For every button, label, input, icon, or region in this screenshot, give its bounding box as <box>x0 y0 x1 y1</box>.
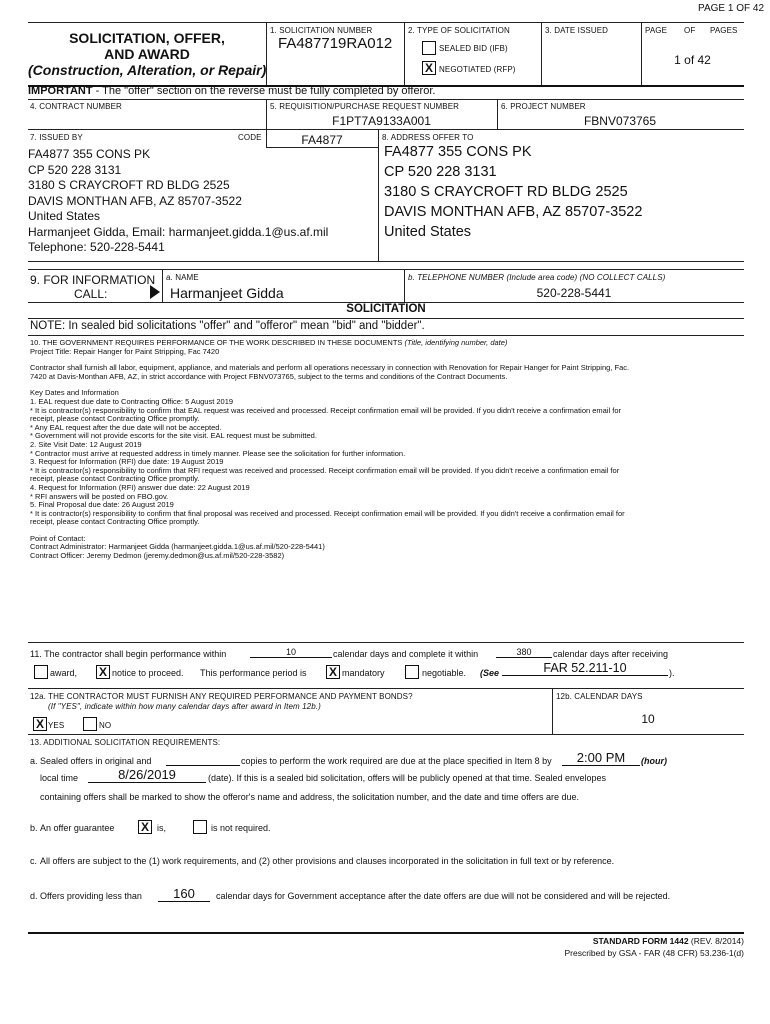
due-date-field[interactable]: 8/26/2019 <box>88 767 206 783</box>
info-phone-value: 520-228-5441 <box>536 286 612 300</box>
award-label: award, <box>50 668 78 678</box>
notice-to-proceed-label: notice to proceed. <box>112 668 184 678</box>
page-count-value: 1 of 42 <box>674 53 711 67</box>
item12b-label: 12b. CALENDAR DAYS <box>556 692 643 701</box>
guarantee-not-checkbox[interactable] <box>193 820 207 834</box>
item13d-text-2: calendar days for Government acceptance after the date offers are due will not be considered and will be rejected. <box>216 891 671 901</box>
item11-text-3: calendar days after receiving <box>553 649 669 659</box>
page-label: PAGE 1 OF 42 <box>698 3 764 14</box>
item13b-text: An offer guarantee <box>40 823 115 833</box>
award-checkbox[interactable] <box>34 665 48 679</box>
item13a-text-1: Sealed offers in original and <box>40 756 152 766</box>
item13d-text-1: Offers providing less than <box>40 891 142 901</box>
mandatory-checkbox[interactable]: X <box>326 665 340 679</box>
item12a-sub: (If "YES", indicate within how many calendar days after award in Item 12b.) <box>48 702 321 711</box>
form-title: SOLICITATION, OFFER, AND AWARD (Construction, Alteration, or Repair) <box>28 30 267 78</box>
guarantee-is-label: is, <box>157 823 166 833</box>
info-name-label: a. NAME <box>166 273 199 282</box>
type-of-solicitation-label: 2. TYPE OF SOLICITATION <box>408 26 510 35</box>
info-phone-label: b. TELEPHONE NUMBER (Include area code) (NO COLLECT CALLS) <box>408 273 666 282</box>
issued-by-label: 7. ISSUED BY <box>30 133 83 142</box>
contract-number-label: 4. CONTRACT NUMBER <box>30 102 122 111</box>
item13-label: 13. ADDITIONAL SOLICITATION REQUIREMENTS: <box>30 738 221 747</box>
address-offer-to-label: 8. ADDRESS OFFER TO <box>382 133 474 142</box>
copies-field[interactable] <box>166 755 240 766</box>
item11-text-2: calendar days and complete it within <box>333 649 479 659</box>
solicitation-number-value: FA487719RA012 <box>278 35 393 52</box>
guarantee-is-checkbox[interactable]: X <box>138 820 152 834</box>
item13a-text-5: containing offers shall be marked to show the offeror's name and address, the solicitation number, and the date and time offers are due. <box>40 792 580 802</box>
of-label-small: OF <box>684 26 696 35</box>
bonds-yes-label: YES <box>48 721 65 730</box>
project-number-value: FBNV073765 <box>583 114 657 128</box>
item11-complete-days[interactable]: 380 <box>496 647 552 658</box>
address-offer-to: FA4877 355 CONS PK CP 520 228 3131 3180 S CRAYCROFT RD BLDG 2525 DAVIS MONTHAN AFB, AZ 85707-3522 United States <box>384 144 643 240</box>
form-number: STANDARD FORM 1442 (REV. 8/2014) <box>592 936 744 946</box>
item13a-text-4: (date). If this is a sealed bid solicitation, offers will be publicly opened at that time. Sealed envelopes <box>208 773 607 783</box>
item13a-text-2: copies to perform the work required are due at the place specified in Item 8 by <box>241 756 552 766</box>
pages-label-small: PAGES <box>710 26 738 35</box>
project-number-label: 6. PROJECT NUMBER <box>501 102 586 111</box>
item13a-text-3: local time <box>40 773 79 783</box>
negotiated-label: NEGOTIATED (RFP) <box>439 65 516 74</box>
solicitation-header: SOLICITATION <box>346 303 426 315</box>
info-call-label-2: CALL: <box>74 287 108 301</box>
requisition-value: F1PT7A9133A001 <box>332 114 431 128</box>
item13c-prefix: c. <box>30 856 38 866</box>
guarantee-not-label: is not required. <box>211 823 271 833</box>
see-close: ). <box>669 668 675 678</box>
notice-to-proceed-checkbox[interactable]: X <box>96 665 110 679</box>
negotiable-checkbox[interactable] <box>405 665 419 679</box>
issued-by-code: FA4877 <box>301 133 343 147</box>
important-notice: IMPORTANT - The "offer" section on the reverse must be fully completed by offeror. <box>28 85 436 97</box>
item13d-prefix: d. <box>30 891 38 901</box>
page-label-small: PAGE <box>645 26 668 35</box>
item12a-label: 12a. THE CONTRACTOR MUST FURNISH ANY REQUIRED PERFORMANCE AND PAYMENT BONDS? <box>30 692 413 701</box>
negotiable-label: negotiable. <box>422 668 467 678</box>
sealed-bid-label: SEALED BID (IFB) <box>439 44 508 53</box>
far-reference[interactable]: FAR 52.211-10 <box>502 661 668 676</box>
info-name-value: Harmanjeet Gidda <box>170 285 284 301</box>
item13a-prefix: a. <box>30 756 38 766</box>
date-issued-label: 3. DATE ISSUED <box>545 26 609 35</box>
sealed-bid-note: NOTE: In sealed bid solicitations "offer" and "offeror" mean "bid" and "bidder". <box>30 320 425 332</box>
item13c-text: All offers are subject to the (1) work requirements, and (2) other provisions and clauses incorporated in the solicitation in full text or by reference. <box>40 856 615 866</box>
requisition-label: 5. REQUISITION/PURCHASE REQUEST NUMBER <box>270 102 460 111</box>
code-label: CODE <box>238 133 262 142</box>
hour-label: (hour) <box>641 756 667 766</box>
performance-period-label: This performance period is <box>200 668 307 678</box>
due-time-field[interactable]: 2:00 PM <box>562 750 640 766</box>
item13b-prefix: b. <box>30 823 38 833</box>
bonds-no-checkbox[interactable] <box>83 717 97 731</box>
info-call-label-1: 9. FOR INFORMATION <box>30 273 156 287</box>
item11-start-days[interactable]: 10 <box>250 647 332 658</box>
negotiated-checkbox[interactable]: X <box>422 61 436 75</box>
issued-by-address: FA4877 355 CONS PK CP 520 228 3131 3180 S CRAYCROFT RD BLDG 2525 DAVIS MONTHAN AFB, AZ 85707-3522 United States Harmanjeet Gidda, Email: harmanjeet.gidda.1@us.af.mil Telephone: 520-228-5441 <box>28 147 329 254</box>
bonds-no-label: NO <box>99 721 112 730</box>
solicitation-number-label: 1. SOLICITATION NUMBER <box>270 26 373 35</box>
acceptance-days-field[interactable]: 160 <box>158 886 210 902</box>
bonds-yes-checkbox[interactable]: X <box>33 717 47 731</box>
prescribed-by: Prescribed by GSA - FAR (48 CFR) 53.236-1(d) <box>564 948 744 958</box>
see-label: (See <box>480 668 500 678</box>
item11-text-1: 11. The contractor shall begin performance within <box>30 649 227 659</box>
sealed-bid-checkbox[interactable] <box>422 41 436 55</box>
arrow-right-icon <box>150 285 160 299</box>
mandatory-label: mandatory <box>342 668 385 678</box>
item10-description: 10. THE GOVERNMENT REQUIRES PERFORMANCE OF THE WORK DESCRIBED IN THESE DOCUMENTS (Title, identifying number, date) Project Title: Repair Hanger for Paint Stripping, Fac 7420 Contractor shall furnish all labor, equipment, appliance, and materials and perform all operations necessary in connection with Renovation for Repair Hanger for Paint Stripping, Fac. 7420 at Davis-Monthan AFB, AZ, in strict accordance with Project FBNV073765, subject to the terms and conditions of the Contract Documents. Key Dates and Information 1. EAL request due date to Contracting Office: 5 August 2019 * It is contractor(s) responsibility to confirm that EAL request was received and processed. Receipt confirmation email will be provided. If you didn't receive a confirmation email for receipt, please contact Contracting Office promptly. * Any EAL request after the due date will not be accepted. * Government will not provide escorts for the site visit. EAL request must be submitted. 2. Site Visit Date: 12 August 2019 * Contractor must arrive at requested address in timely manner. Please see the solicitation for further information. 3. Request for Information (RFI) due date: 19 August 2019 * It is contractor(s) responsibility to confirm that RFI request was received and processed. Receipt confirmation email will be provided. If you didn't receive a confirmation email for receipt, please contact Contracting Office promptly. 4. Request for Information (RFI) answer due date: 22 August 2019 * RFI answers will be posted on FBO.gov. 5. Final Proposal due date: 26 August 2019 * It is contractor(s) responsibility to confirm that final proposal was received and processed. Receipt confirmation email will be provided. If you didn't receive a confirmation email for receipt, please contact Contracting Office promptly. Point of Contact: Contract Administrator: Harmanjeet Gidda (harmanjeet.gidda.1@us.af.mil/520-228-5441) Contract Officer: Jeremy Dedmon (jeremy.dedmon@us.af.mil/520-228-3582) <box>30 338 630 561</box>
item12b-value: 10 <box>641 712 655 726</box>
